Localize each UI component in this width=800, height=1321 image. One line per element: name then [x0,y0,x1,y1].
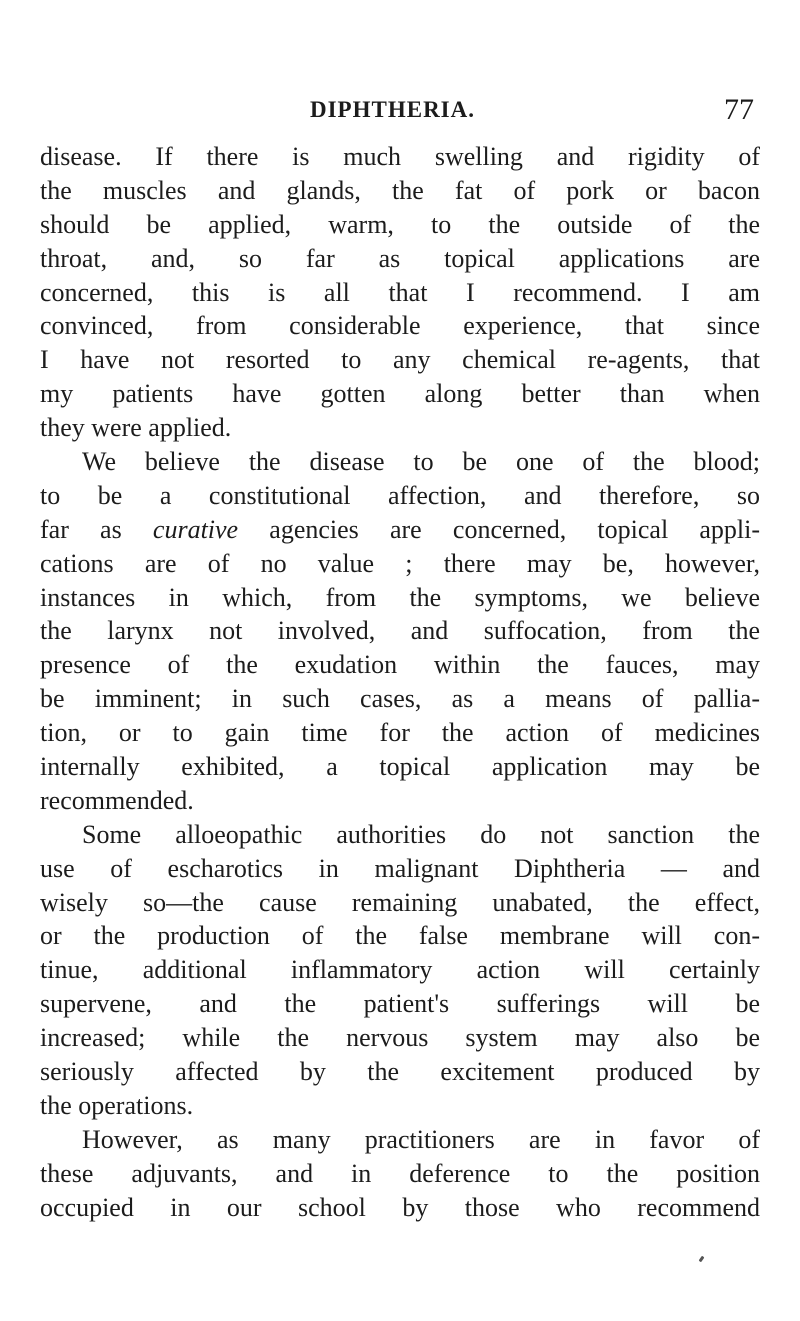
text-line: these adjuvants, and in deference to the position [40,1158,760,1188]
text-line: to be a constitutional affection, and therefore, so [40,480,760,510]
body-text [40,140,760,1225]
text-line: internally exhibited, a topical application may be [40,752,760,782]
text-line: wisely so—the cause remaining unabated, the effect, [40,887,760,917]
text-line: seriously affected by the excitement produced by [40,1057,760,1087]
text-line: Some alloeopathic authorities do not sanction the [82,819,760,849]
text-line: instances in which, from the symptoms, we believe [40,582,760,612]
text-line: However, as many practitioners are in favor of [82,1124,760,1154]
text-line: I have not resorted to any chemical re-agents, that [40,345,760,375]
running-title: DIPHTHERIA. [310,97,475,122]
text-line: supervene, and the patient's sufferings will be [40,989,760,1019]
text-line: presence of the exudation within the fauces, may [40,650,760,680]
text-line: occupied in our school by those who recommend [40,1192,760,1222]
text-line: should be applied, warm, to the outside of the [40,209,760,239]
print-speck [699,1256,705,1263]
emphasized-word: curative [152,514,239,544]
text-line [40,513,760,547]
page-number: 77 [724,93,754,126]
text-line: recommended. [40,785,194,815]
text-line: convinced, from considerable experience, that since [40,311,760,341]
text-line: increased; while the nervous system may also be [40,1023,760,1053]
text-line-segment: far as [40,514,153,544]
text-line: or the production of the false membrane will con- [40,921,760,951]
text-line: disease. If there is much swelling and rigidity of [40,142,760,171]
text-line: they were applied. [40,413,232,443]
running-head [40,90,760,130]
text-line: throat, and, so far as topical applications are [40,243,760,273]
text-line: be imminent; in such cases, as a means of pallia- [40,684,760,714]
text-line: use of escharotics in malignant Diphtheria — and [40,853,760,883]
text-line: cations are of no value ; there may be, however, [40,548,760,578]
text-line: the operations. [40,1090,194,1120]
text-line: tinue, additional inflammatory action will certainly [40,955,760,985]
text-line: the muscles and glands, the fat of pork or bacon [40,175,760,205]
text-line: my patients have gotten along better than when [40,379,760,409]
text-line: We believe the disease to be one of the blood; [82,447,760,477]
text-line: tion, or to gain time for the action of medicines [40,718,760,748]
text-line: the larynx not involved, and suffocation, from the [40,616,760,646]
text-line: concerned, this is all that I recommend. I am [40,277,760,307]
text-line-segment: agencies are concerned, topical appli- [238,514,760,544]
